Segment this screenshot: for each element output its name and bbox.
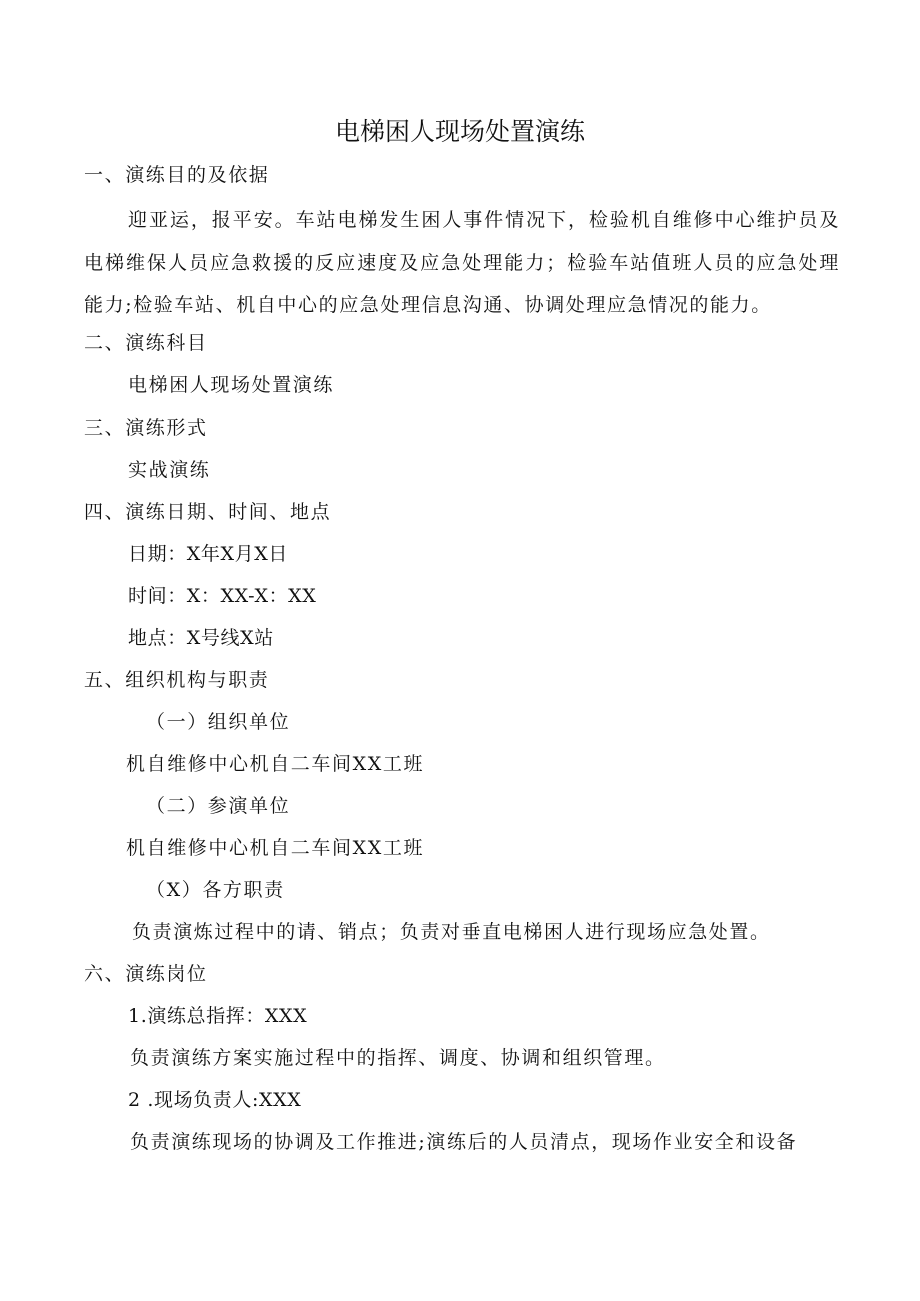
document-title: 电梯困人现场处置演练 [334,117,585,146]
section-5-sub3-heading: （X）各方职责 [146,879,285,901]
section-3-body: 实战演练 [128,459,211,481]
section-2-body: 电梯困人现场处置演练 [128,374,335,396]
section-5-sub1-heading: （一）组织单位 [146,711,291,733]
section-1-body: 迎亚运，报平安。车站电梯发生困人事件情况下，检验机自维修中心维护员及电梯维保人员应急救援的反应速度及应急处理能力；检验车站值班人员的应急处理能力;检验车站、机自中心的应急处理信息沟通、协调处理应急情况的能力。 [84,209,840,316]
section-4-place: 地点：X号线X站 [128,627,274,649]
section-5-sub3-body: 负责演炼过程中的请、销点；负责对垂直电梯困人进行现场应急处置。 [132,921,771,943]
section-5-sub1-body: 机自维修中心机自二车间XX工班 [126,753,425,775]
section-4-heading: 四、演练日期、时间、地点 [84,501,332,523]
section-6-heading: 六、演练岗位 [84,963,208,985]
section-5-sub2-body: 机自维修中心机自二车间XX工班 [126,837,425,859]
section-6-item1-body: 负责演练方案实施过程中的指挥、调度、协调和组织管理。 [130,1047,666,1069]
section-5-heading: 五、组织机构与职责 [84,669,270,691]
section-4-time: 时间：X：XX-X：XX [128,585,317,607]
section-5-sub2-heading: （二）参演单位 [146,795,291,817]
section-6-item2-body: 负责演练现场的协调及工作推进;演练后的人员清点，现场作业安全和设备 [130,1131,798,1153]
section-4-date: 日期：X年X月X日 [128,543,288,565]
section-1-heading: 一、演练目的及依据 [84,164,270,186]
section-3-heading: 三、演练形式 [84,417,208,439]
section-6-item2: 2 .现场负责人:XXX [128,1089,302,1111]
section-2-heading: 二、演练科目 [84,332,208,354]
section-6-item1: 1.演练总指挥：XXX [128,1005,308,1027]
